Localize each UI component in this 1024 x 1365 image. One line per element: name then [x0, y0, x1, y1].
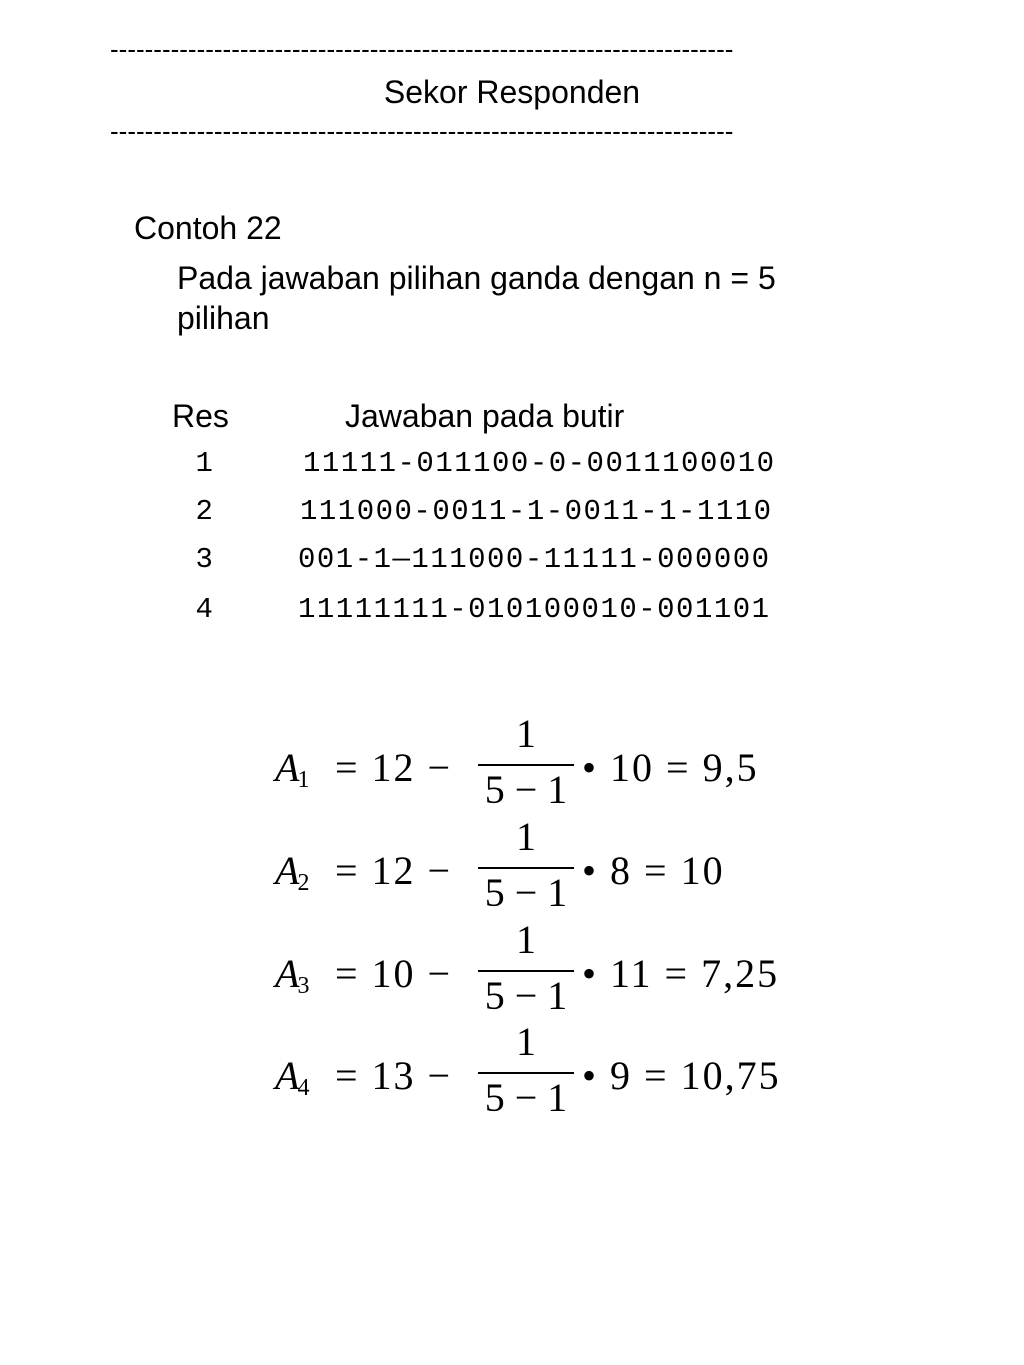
bottom-rule: ------------------------------------------------------------------------ [110, 116, 734, 146]
table-row [0, 593, 1024, 633]
formula-variable: $A_2$ [275, 848, 310, 896]
formula [270, 1018, 870, 1118]
column-header-res: Res [172, 398, 229, 434]
respondent-number: 4 [195, 593, 215, 626]
answer-string: 11111111-010100010-001101 [298, 593, 771, 626]
formula-variable: $A_3$ [275, 951, 310, 999]
fraction-numerator: 1 [516, 711, 536, 756]
respondent-number: 3 [195, 543, 215, 576]
example-heading: Contoh 22 [134, 210, 282, 246]
formula-result: • 8 = 10 [582, 848, 725, 893]
column-header-answers: Jawaban pada butir [345, 398, 625, 434]
formula-prefix: = 12 − [335, 848, 453, 893]
answer-string: 001-1—111000-11111-000000 [298, 543, 771, 576]
formula [270, 710, 870, 810]
formula-result: • 9 = 10,75 [582, 1053, 781, 1098]
table-row [0, 447, 1024, 487]
answer-string: 11111-011100-0-0011100010 [303, 447, 776, 480]
formula-prefix: = 10 − [335, 951, 453, 996]
formula-result: • 11 = 7,25 [582, 951, 780, 996]
top-rule: ------------------------------------------------------------------------ [110, 34, 734, 64]
fraction-denominator: 5 − 1 [484, 1075, 568, 1120]
table-row [0, 495, 1024, 535]
formula-fraction [478, 916, 574, 1016]
answer-string: 111000-0011-1-0011-1-1110 [300, 495, 773, 528]
fraction-numerator: 1 [516, 814, 536, 859]
table-row [0, 543, 1024, 583]
formula [270, 813, 870, 913]
fraction-numerator: 1 [516, 1019, 536, 1064]
formula-fraction [478, 1018, 574, 1118]
formula-fraction [478, 813, 574, 913]
formula-fraction [478, 710, 574, 810]
fraction-numerator: 1 [516, 917, 536, 962]
formula-prefix: = 13 − [335, 1053, 453, 1098]
respondent-number: 1 [195, 447, 215, 480]
fraction-denominator: 5 − 1 [484, 767, 568, 812]
fraction-denominator: 5 − 1 [484, 973, 568, 1018]
formula [270, 916, 870, 1016]
example-description: Pada jawaban pilihan ganda dengan n = 5 pilihan [177, 260, 776, 336]
formula-result: • 10 = 9,5 [582, 745, 759, 790]
respondent-number: 2 [195, 495, 215, 528]
formula-prefix: = 12 − [335, 745, 453, 790]
formula-variable: $A_1$ [275, 745, 310, 793]
formula-variable: $A_4$ [275, 1053, 310, 1101]
slide-title: Sekor Responden [383, 74, 641, 110]
fraction-denominator: 5 − 1 [484, 870, 568, 915]
